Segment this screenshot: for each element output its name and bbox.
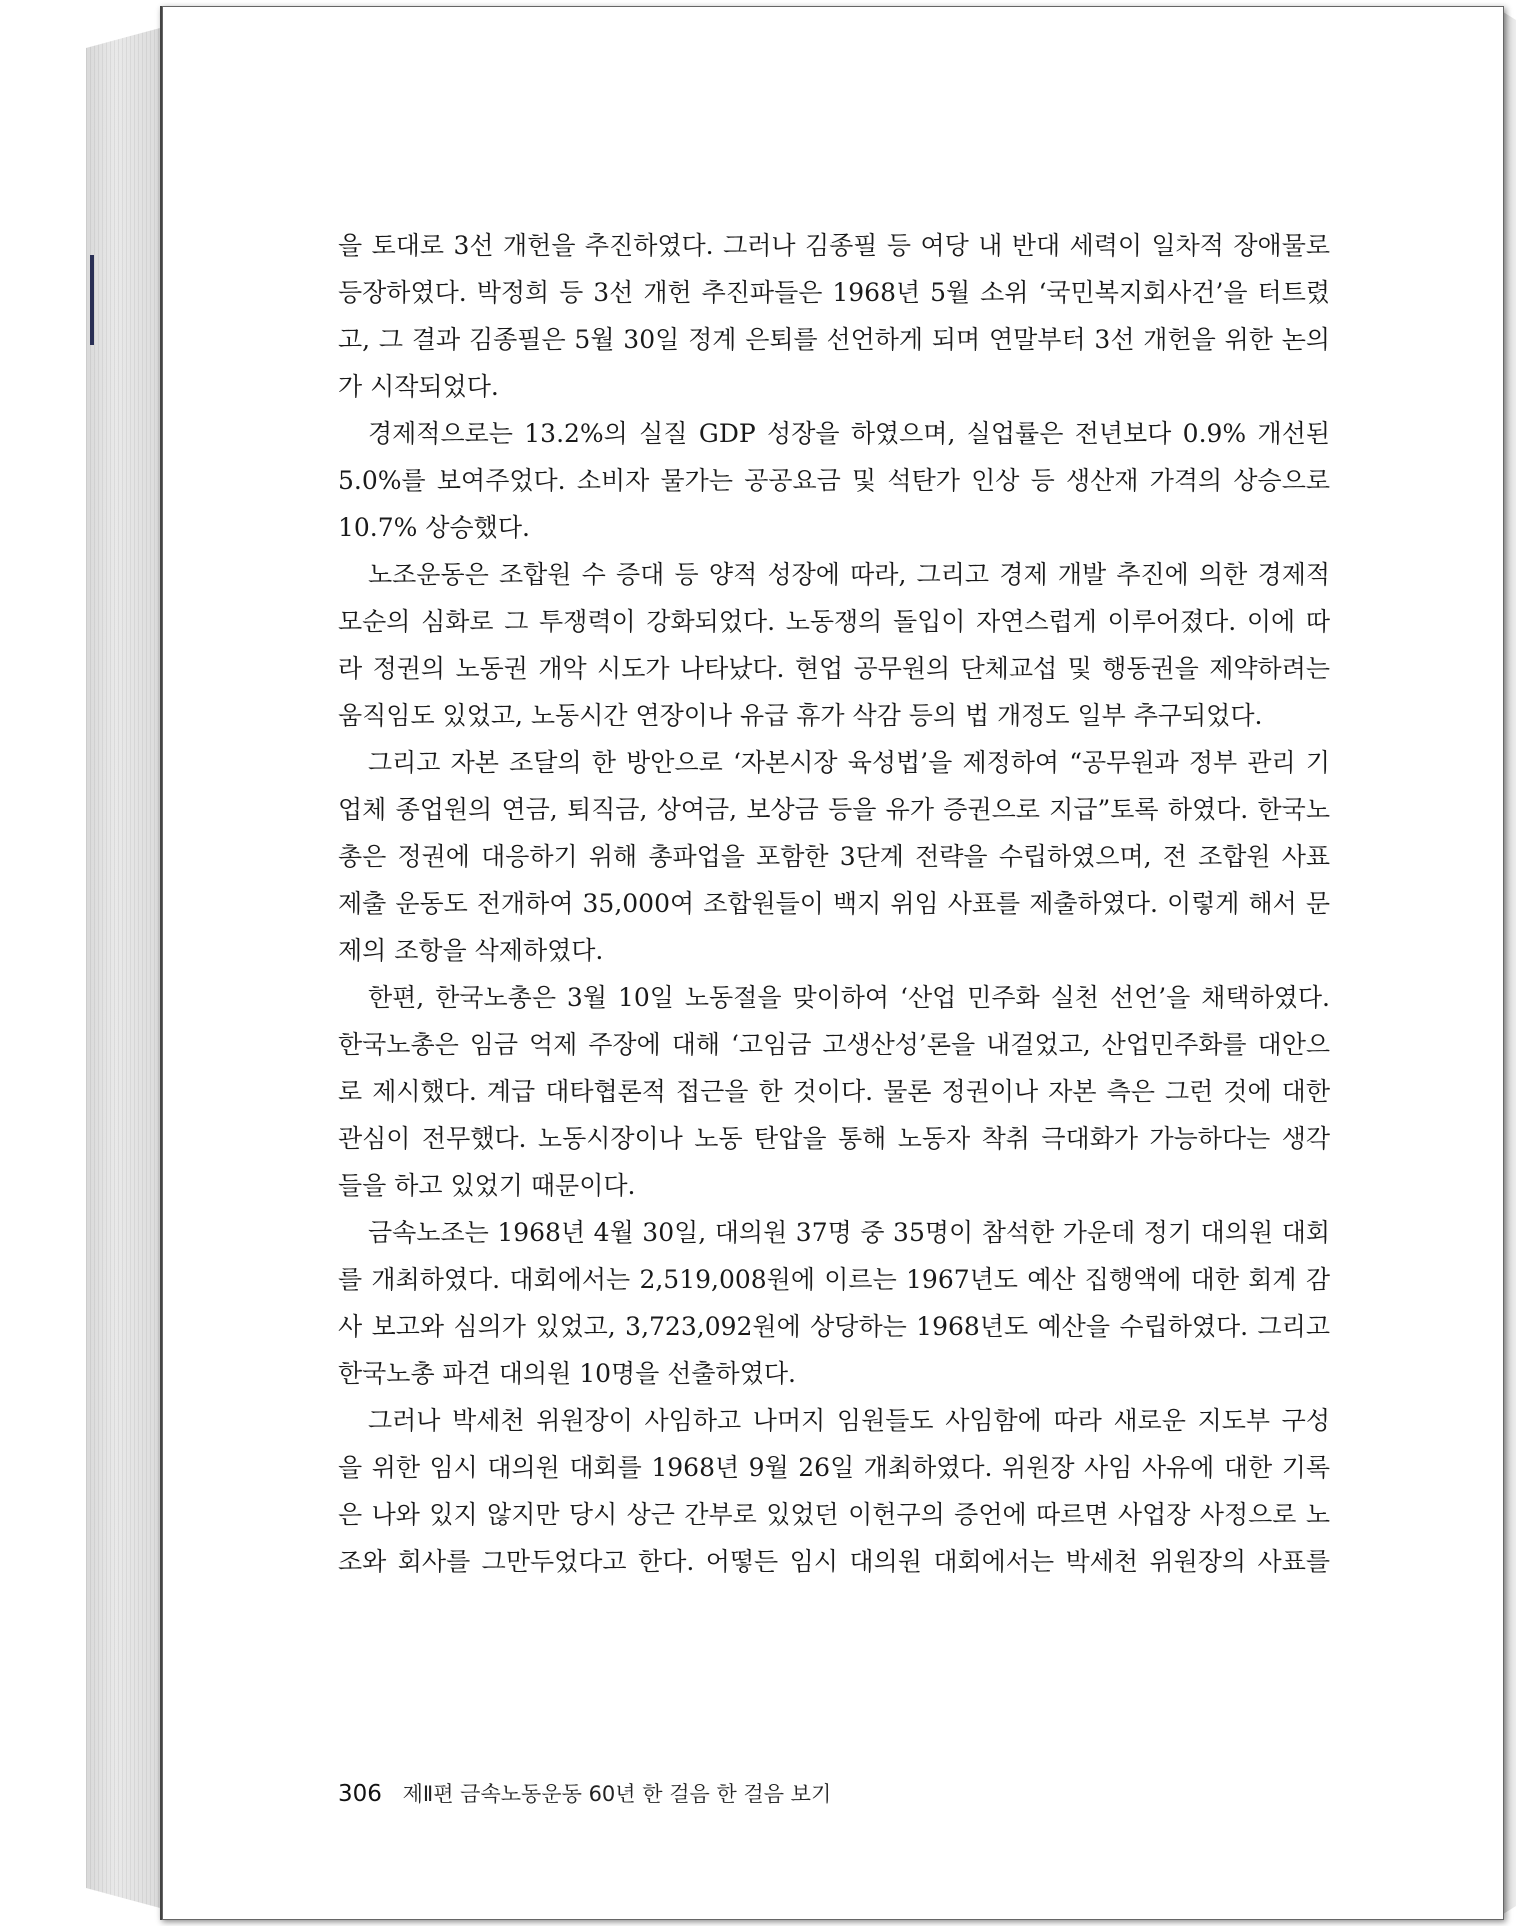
text-line: 고, 그 결과 김종필은 5월 30일 정계 은퇴를 선언하게 되며 연말부터 3선 개헌을 위한 논의	[338, 325, 1330, 354]
text-line: 를 개최하였다. 대회에서는 2,519,008원에 이르는 1967년도 예산 집행액에 대한 회계 감	[338, 1265, 1330, 1294]
paragraph	[338, 974, 1330, 1209]
text-line: 노조운동은 조합원 수 증대 등 양적 성장에 따라, 그리고 경제 개발 추진에 의한 경제적	[368, 560, 1330, 589]
text-line: 은 나와 있지 않지만 당시 상근 간부로 있었던 이헌구의 증언에 따르면 사업장 사정으로 노	[338, 1500, 1330, 1529]
paragraph	[338, 739, 1330, 974]
text-line: 을 토대로 3선 개헌을 추진하였다. 그러나 김종필 등 여당 내 반대 세력이 일차적 장애물로	[338, 231, 1330, 260]
text-line: 5.0%를 보여주었다. 소비자 물가는 공공요금 및 석탄가 인상 등 생산재 가격의 상승으로	[338, 466, 1330, 495]
paragraph	[338, 1209, 1330, 1397]
text-line: 라 정권의 노동권 개악 시도가 나타났다. 현업 공무원의 단체교섭 및 행동권을 제약하려는	[338, 654, 1330, 683]
text-line: 그러나 박세천 위원장이 사임하고 나머지 임원들도 사임함에 따라 새로운 지도부 구성	[368, 1406, 1330, 1435]
text-line: 모순의 심화로 그 투쟁력이 강화되었다. 노동쟁의 돌입이 자연스럽게 이루어졌다. 이에 따	[338, 607, 1330, 636]
text-line: 움직임도 있었고, 노동시간 연장이나 유급 휴가 삭감 등의 법 개정도 일부 추구되었다.	[338, 701, 1263, 730]
text-line: 총은 정권에 대응하기 위해 총파업을 포함한 3단계 전략을 수립하였으며, 전 조합원 사표	[338, 842, 1330, 871]
text-line: 한편, 한국노총은 3월 10일 노동절을 맞이하여 ‘산업 민주화 실천 선언’을 채택하였다.	[368, 983, 1330, 1012]
book-page-edges	[86, 28, 160, 1908]
paragraph	[338, 222, 1330, 410]
paragraph	[338, 1397, 1330, 1585]
paragraph	[338, 410, 1330, 551]
text-line: 가 시작되었다.	[338, 372, 499, 401]
text-line: 업체 종업원의 연금, 퇴직금, 상여금, 보상금 등을 유가 증권으로 지급”토록 하였다. 한국노	[338, 795, 1330, 824]
text-line: 제출 운동도 전개하여 35,000여 조합원들이 백지 위임 사표를 제출하였다. 이렇게 해서 문	[338, 889, 1330, 918]
text-line: 조와 회사를 그만두었다고 한다. 어떻든 임시 대의원 대회에서는 박세천 위원장의 사표를	[338, 1547, 1330, 1576]
body-text	[338, 222, 1330, 1585]
section-title: 제Ⅱ편 금속노동운동 60년 한 걸음 한 걸음 보기	[402, 1782, 832, 1806]
text-line: 10.7% 상승했다.	[338, 513, 530, 542]
text-line: 사 보고와 심의가 있었고, 3,723,092원에 상당하는 1968년도 예산을 수립하였다. 그리고	[338, 1312, 1330, 1341]
page-footer	[338, 1778, 831, 1808]
text-line: 제의 조항을 삭제하였다.	[338, 936, 604, 965]
text-line: 금속노조는 1968년 4월 30일, 대의원 37명 중 35명이 참석한 가운데 정기 대의원 대회	[368, 1218, 1330, 1247]
text-line: 들을 하고 있었기 때문이다.	[338, 1171, 636, 1200]
text-line: 한국노총 파견 대의원 10명을 선출하였다.	[338, 1359, 796, 1388]
bookmark-ribbon	[90, 255, 94, 345]
page-number: 306	[338, 1781, 382, 1807]
text-line: 을 위한 임시 대의원 대회를 1968년 9월 26일 개최하였다. 위원장 사임 사유에 대한 기록	[338, 1453, 1330, 1482]
text-line: 경제적으로는 13.2%의 실질 GDP 성장을 하였으며, 실업률은 전년보다 0.9% 개선된	[368, 419, 1330, 448]
text-line: 관심이 전무했다. 노동시장이나 노동 탄압을 통해 노동자 착취 극대화가 가능하다는 생각	[338, 1124, 1330, 1153]
text-line: 한국노총은 임금 억제 주장에 대해 ‘고임금 고생산성’론을 내걸었고, 산업민주화를 대안으	[338, 1030, 1330, 1059]
text-line: 로 제시했다. 계급 대타협론적 접근을 한 것이다. 물론 정권이나 자본 측은 그런 것에 대한	[338, 1077, 1330, 1106]
text-line: 등장하였다. 박정희 등 3선 개헌 추진파들은 1968년 5월 소위 ‘국민복지회사건’을 터트렸	[338, 278, 1330, 307]
paragraph	[338, 551, 1330, 739]
text-line: 그리고 자본 조달의 한 방안으로 ‘자본시장 육성법’을 제정하여 “공무원과 정부 관리 기	[368, 748, 1330, 777]
